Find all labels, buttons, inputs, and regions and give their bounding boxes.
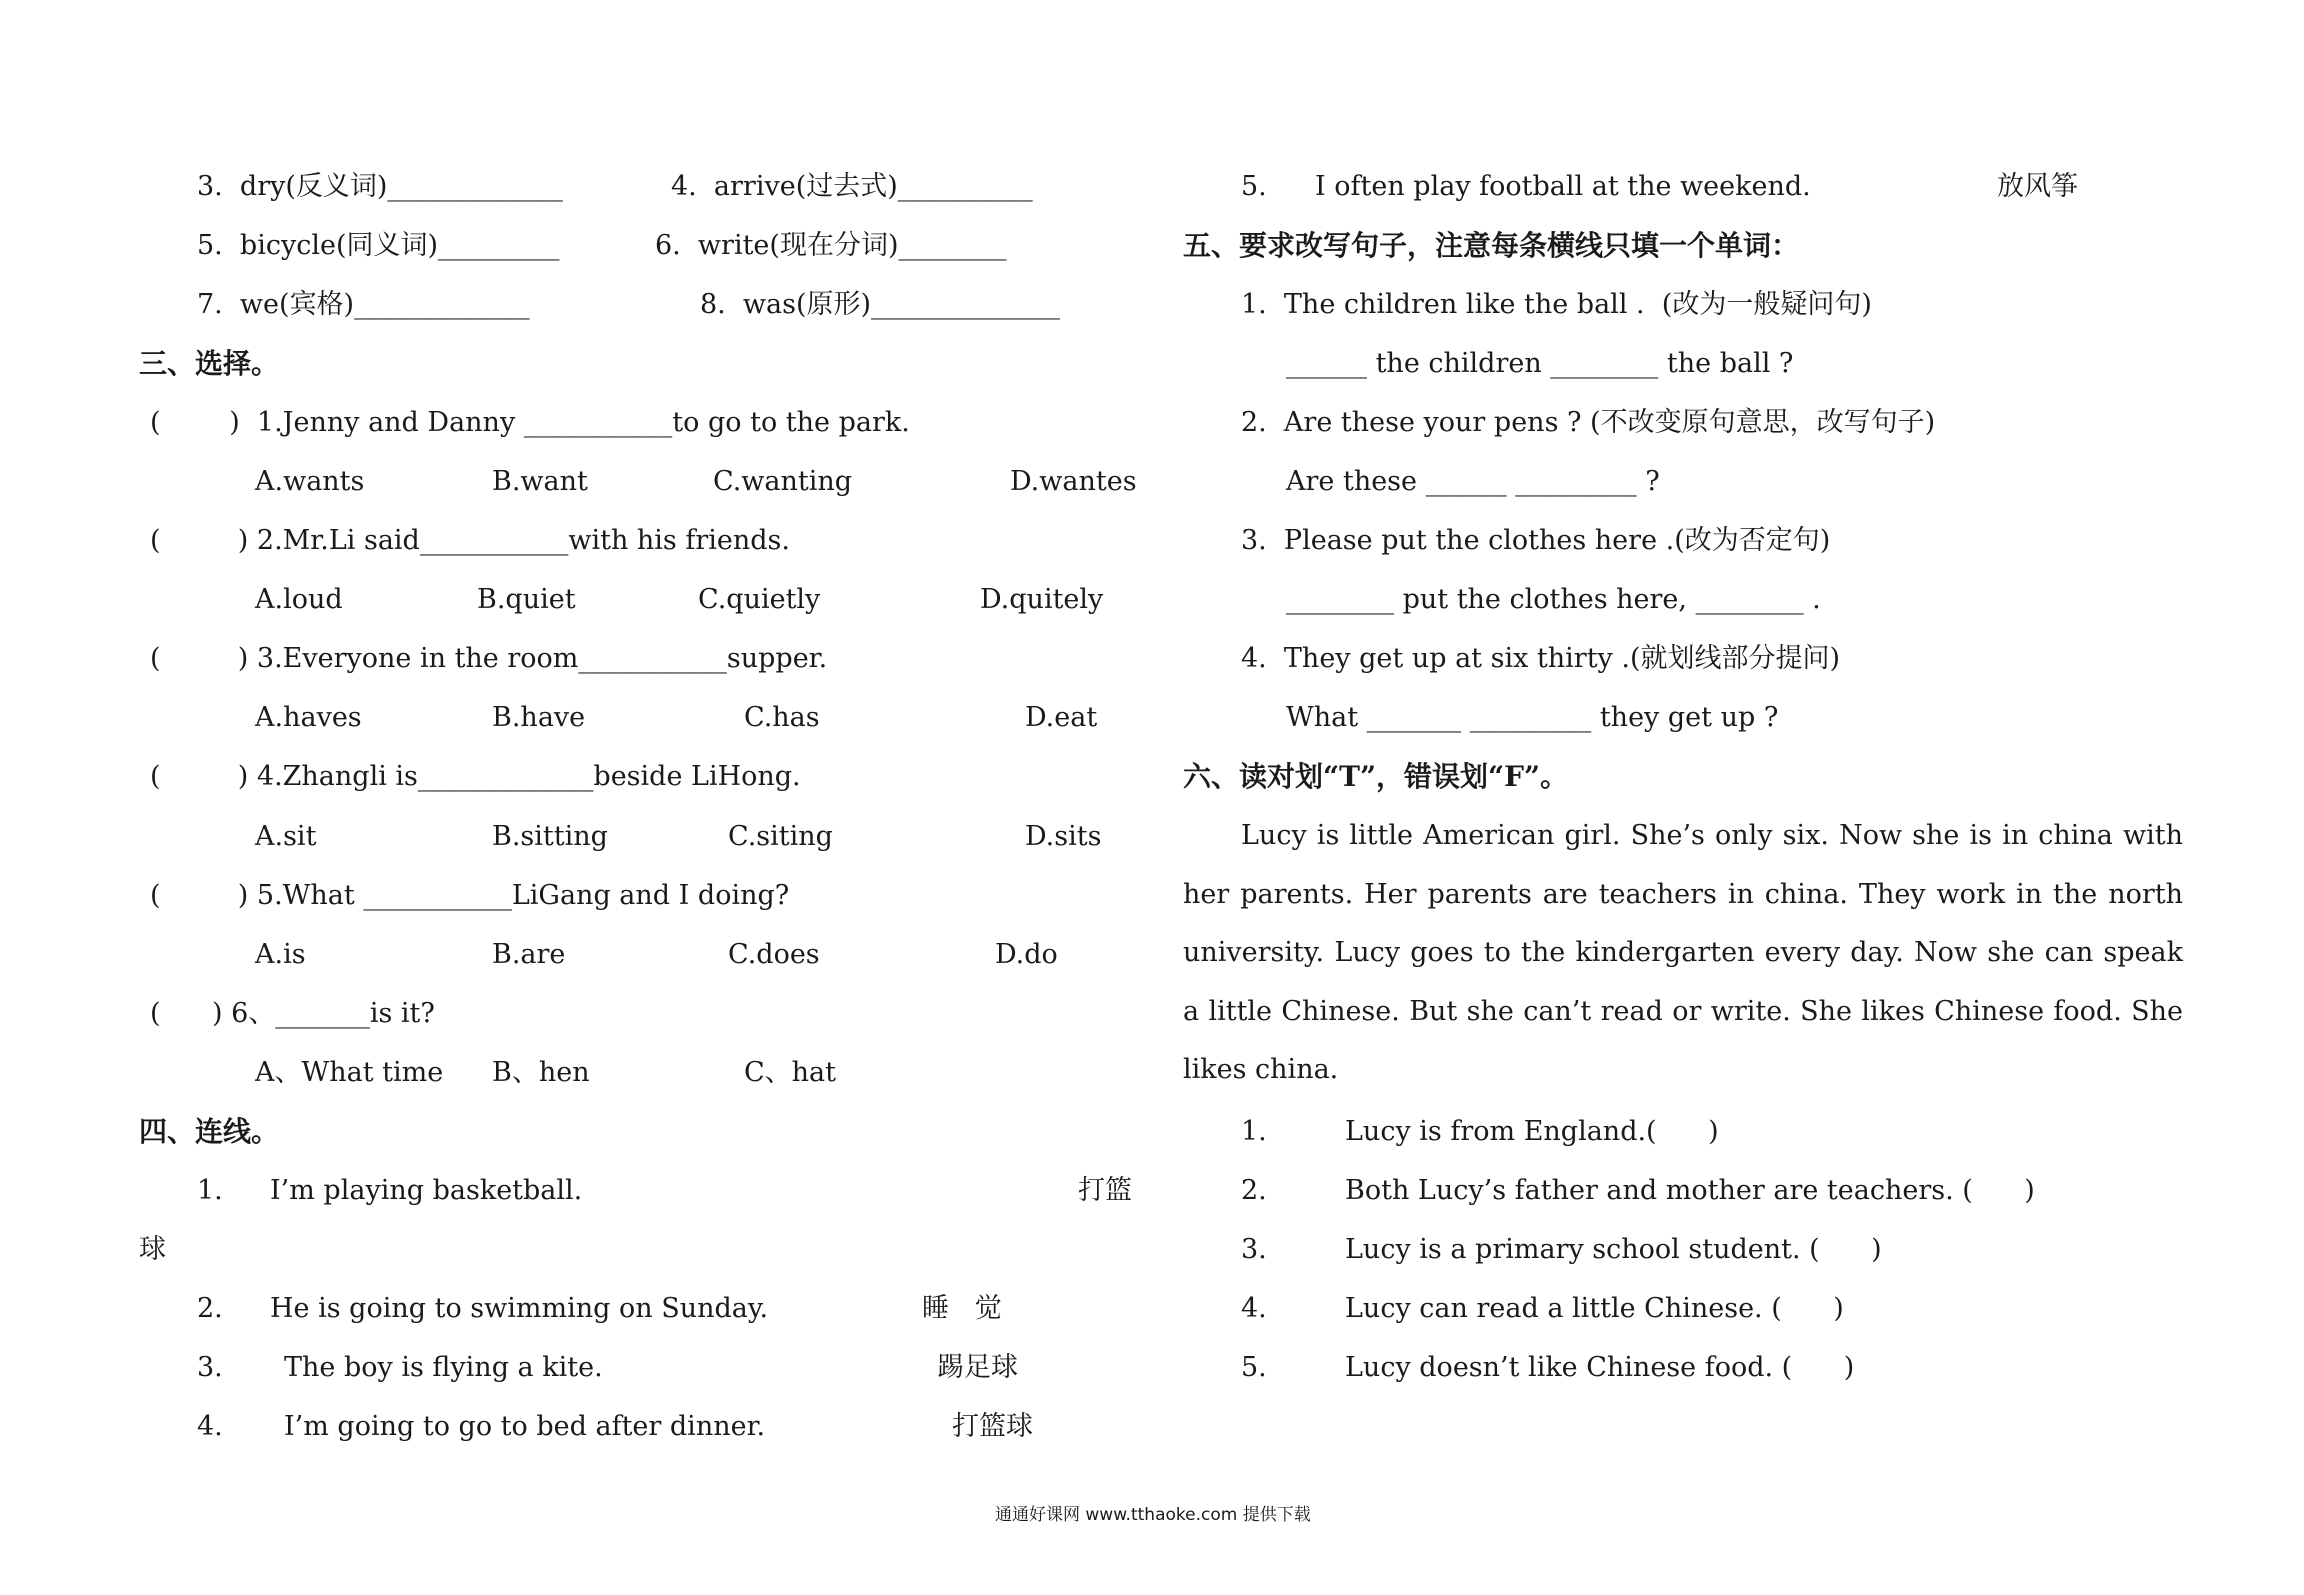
tf-statement-1: Lucy is from England.( ) [1345, 1116, 1719, 1147]
option-1d: D.wantes [1010, 466, 1137, 497]
match-sentence-3: The boy is flying a kite. [284, 1352, 603, 1383]
vocab-item-8: 8. was(原形)______________ [700, 289, 1061, 320]
reading-passage: Lucy is little American girl. She’s only six. Now she is in china with her parents. Her parents are teachers in china. They work in the north university. Lucy goes to the kindergarten every day. Now she can speak a little Chinese. But she can’t read or write. She likes Chinese food. She likes china. [1183, 820, 2183, 1086]
option-4d: D.sits [1025, 821, 1102, 852]
match-num-5: 5. [1241, 171, 1267, 202]
match-num-1: 1. [197, 1175, 223, 1206]
option-1a: A.wants [255, 466, 365, 497]
match-sentence-1: I’m playing basketball. [270, 1175, 583, 1206]
option-6a: A、What time [255, 1057, 444, 1088]
section-heading-rewrite: 五、要求改写句子，注意每条横线只填一个单词： [1183, 229, 1800, 262]
option-5b: B.are [492, 939, 566, 970]
section-heading-choice: 三、选择。 [139, 347, 280, 380]
question-stem-2: ( ) 2.Mr.Li said___________with his friends. [150, 525, 790, 556]
option-2a: A.loud [255, 584, 343, 615]
section-heading-reading: 六、读对划“T”，错误划“F”。 [1183, 760, 1569, 793]
match-target-1: 打篮 [1078, 1175, 1132, 1206]
vocab-item-6: 6. write(现在分词)________ [655, 230, 1007, 261]
option-1c: C.wanting [713, 466, 853, 497]
vocab-item-5: 5. bicycle(同义词)_________ [197, 230, 560, 261]
vocab-item-4: 4. arrive(过去式)__________ [671, 171, 1033, 202]
match-target-1-wrap: 球 [139, 1234, 166, 1265]
question-stem-5: ( ) 5.What ___________LiGang and I doing? [150, 880, 790, 911]
option-1b: B.want [492, 466, 588, 497]
tf-statement-4: Lucy can read a little Chinese. ( ) [1345, 1293, 1844, 1324]
tf-statement-3: Lucy is a primary school student. ( ) [1345, 1234, 1882, 1265]
section-heading-matching: 四、连线。 [139, 1115, 280, 1148]
option-3b: B.have [492, 702, 586, 733]
option-4b: B.sitting [492, 821, 608, 852]
match-sentence-5: I often play football at the weekend. [1315, 171, 1811, 202]
tf-num-5: 5. [1241, 1352, 1267, 1383]
tf-num-2: 2. [1241, 1175, 1267, 1206]
option-3a: A.haves [255, 702, 362, 733]
option-2d: D.quitely [980, 584, 1104, 615]
rewrite-question-2: 2. Are these your pens ? (不改变原句意思，改写句子) [1241, 407, 1936, 438]
option-3d: D.eat [1025, 702, 1098, 733]
option-4a: A.sit [255, 821, 317, 852]
option-6c: C、hat [744, 1057, 836, 1088]
option-5a: A.is [255, 939, 306, 970]
match-sentence-4: I’m going to go to bed after dinner. [284, 1411, 766, 1442]
option-2b: B.quiet [477, 584, 576, 615]
option-6b: B、hen [492, 1057, 590, 1088]
rewrite-question-4: 4. They get up at six thirty .(就划线部分提问) [1241, 643, 1841, 674]
rewrite-answer-3: ________ put the clothes here, ________ . [1286, 584, 1821, 615]
tf-num-4: 4. [1241, 1293, 1267, 1324]
match-num-4: 4. [197, 1411, 223, 1442]
question-stem-6: ( ) 6、_______is it? [150, 998, 435, 1029]
option-4c: C.siting [728, 821, 833, 852]
match-target-3: 踢足球 [937, 1352, 1018, 1383]
tf-num-3: 3. [1241, 1234, 1267, 1265]
rewrite-question-3: 3. Please put the clothes here .(改为否定句) [1241, 525, 1831, 556]
option-5d: D.do [995, 939, 1058, 970]
tf-statement-5: Lucy doesn’t like Chinese food. ( ) [1345, 1352, 1855, 1383]
rewrite-answer-2: Are these ______ _________ ? [1286, 466, 1660, 497]
option-2c: C.quietly [698, 584, 821, 615]
match-num-2: 2. [197, 1293, 223, 1324]
rewrite-question-1: 1. The children like the ball . (改为一般疑问句) [1241, 289, 1872, 320]
match-sentence-2: He is going to swimming on Sunday. [270, 1293, 769, 1324]
match-target-5: 放风筝 [1997, 171, 2078, 202]
question-stem-4: ( ) 4.Zhangli is_____________beside LiHong. [150, 761, 801, 792]
option-3c: C.has [744, 702, 820, 733]
page-footer: 通通好课网 www.tthaoke.com 提供下载 [995, 1505, 1311, 1525]
tf-statement-2: Both Lucy’s father and mother are teachers. ( ) [1345, 1175, 2035, 1206]
question-stem-1: ( ) 1.Jenny and Danny ___________to go to the park. [150, 407, 910, 438]
rewrite-answer-1: ______ the children ________ the ball ? [1286, 348, 1794, 379]
match-target-2: 睡 觉 [922, 1293, 1002, 1324]
match-target-4: 打篮球 [952, 1411, 1033, 1442]
vocab-item-7: 7. we(宾格)_____________ [197, 289, 530, 320]
match-num-3: 3. [197, 1352, 223, 1383]
question-stem-3: ( ) 3.Everyone in the room___________supper. [150, 643, 828, 674]
rewrite-answer-4: What _______ _________ they get up ? [1286, 702, 1779, 733]
option-5c: C.does [728, 939, 820, 970]
tf-num-1: 1. [1241, 1116, 1267, 1147]
vocab-item-3: 3. dry(反义词)_____________ [197, 171, 563, 202]
